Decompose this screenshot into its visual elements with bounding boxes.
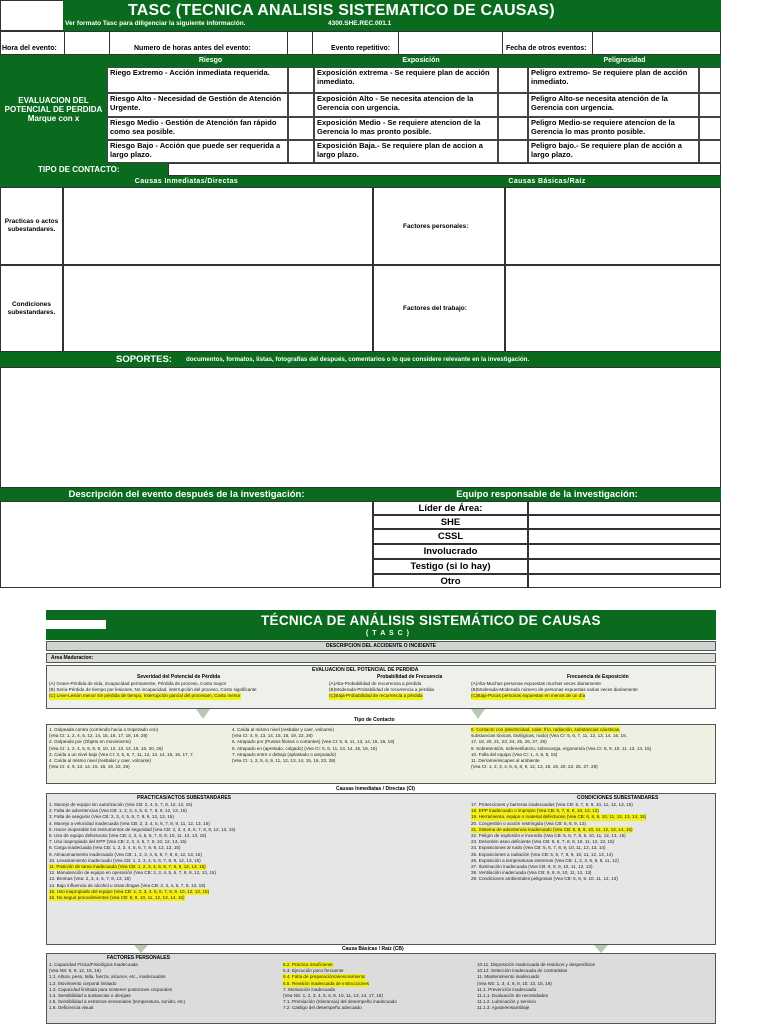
- factor-item: (Vea NS: 8, 9, 12, 15, 16): [49, 968, 101, 974]
- factor-item: 1. Capacidad Física/Fisiológica Inadecuada: [49, 962, 138, 967]
- contact-item: 3. Caída a un nivel bajo (Vea CI: 3, 5, 6, 7, 11, 12, 13, 14, 15, 16, 17, 7.: [49, 751, 194, 757]
- equipo-role-1: Líder de Área:: [373, 501, 528, 515]
- practicas-label: Practicas o actos subestandares.: [0, 187, 63, 265]
- sheet-title: TÉCNICA DE ANÁLISIS SISTEMÁTICO DE CAUSAS: [261, 613, 601, 628]
- equipo-role-2: SHE: [373, 515, 528, 529]
- arrow-down-2: [471, 709, 485, 719]
- factor-item: 11.1. Prevención inadecuada: [477, 986, 537, 992]
- contact-item: 10. Falla del equipo (Vea CI: 1, 4, 6, 8, 15): [471, 751, 558, 757]
- factor-item: 1.3. Capacidad limitada para sostener posiciones corporales: [49, 986, 173, 992]
- practica-item: 12. Manutención de equipo en operación (Vea CB: 2, 3, 4, 5, 6, 7, 8, 9, 12, 13, 15): [49, 870, 217, 876]
- peligrosidad-option-1: Peligro extremo- Se requiere plan de acción inmediato.: [528, 67, 699, 93]
- condicion-item: 26. Exposición a temperaturas extremas (Vea CB: 1, 2, 3, 6, 8, 9, 11, 12): [471, 857, 619, 863]
- factor-item: 1.1. Altura, peso, talla, fuerza, alcance, etc., inadecuados: [49, 974, 166, 980]
- fecha-otros-field[interactable]: [592, 31, 721, 55]
- sheet-fp-right: [477, 962, 715, 1012]
- practica-item: 16. No seguir procedimientos (Vea CB: 8, 9, 10, 11, 12, 13, 14, 15): [49, 895, 185, 901]
- condiciones-label: Condiciones subestandares.: [0, 265, 63, 352]
- sheet-condiciones-list: [471, 802, 715, 883]
- equipo-role-field-4[interactable]: [528, 544, 721, 559]
- sev-item: (A) Grave-Pérdida de vida, incapacidad permanente, Pérdida de proceso, Costo mayor: [49, 681, 227, 686]
- sheet-fp-header: FACTORES PERSONALES: [107, 955, 170, 961]
- sheet-area-row: Area Maduracion:: [46, 653, 716, 663]
- practica-item: 5. Hacer inoperable los instrumentos de seguridad (Vea CB: 2, 3, 4, 5, 6, 7, 8, 9, 12, 13, 15): [49, 826, 236, 832]
- peligrosidad-mark-2[interactable]: [699, 93, 721, 117]
- fecha-otros-label: Fecha de otros eventos:: [506, 45, 587, 52]
- exposicion-option-2: Exposición Alto - Se necesita atencion de la Gerencia con urgencia.: [314, 93, 498, 117]
- riesgo-option-4: Riesgo Bajo - Acción que puede ser requerida a largo plazo.: [107, 140, 288, 163]
- sheet-sev-list: [49, 681, 324, 700]
- prob-item: (B)Moderada-Probabilidad de recurrencia a pérdida: [329, 687, 434, 693]
- factor-item: 1.4. Sensibilidad a sustancias o alergias: [49, 993, 131, 999]
- exposicion-option-4: Exposición Baja.- Se requiere plan de accion a largo plazo.: [314, 140, 498, 163]
- contact-item: 8. Contacto con (electricidad, calor, frío, radiación, substancias cáusticas,: [471, 727, 621, 732]
- tasc-reference-sheet: [46, 610, 716, 1024]
- riesgo-mark-3[interactable]: [288, 117, 314, 140]
- form-subtitle: Ver formato Tasc para diligenciar la siguiente información.: [65, 20, 246, 27]
- sheet-contact-right: [471, 727, 715, 770]
- factor-item: 7.1. Premiación (tolerancia) del desempeño inadecuado: [283, 999, 397, 1005]
- frec-item: (B)Moderada-Moderado número de personas expuestas varias veces diariamente: [471, 687, 638, 693]
- equipo-role-6: Otro: [373, 574, 528, 588]
- peligrosidad-header: Peligrosidad: [528, 55, 721, 67]
- contact-item: 5. Atrapado por (Puntos filosos o cortantes) (Vea CI: 5, 6, 11, 13, 14, 15, 16, 19): [232, 739, 395, 745]
- factor-item: 7. Motivación inadecuada: [283, 986, 336, 992]
- equipo-role-field-5[interactable]: [528, 559, 721, 574]
- condicion-item: 18. EPP inadecuado o impropio (Vea CB: 5, 7, 8, 9, 10, 12, 13): [471, 808, 599, 814]
- exposicion-mark-2[interactable]: [498, 93, 528, 117]
- soportes-bar: SOPORTES: documentos, formatos, listas, fotografías del después, comentarios o lo que considere relevante en la investigación.: [0, 352, 721, 367]
- sheet-sev-header: Severidad del Potencial de Pérdida: [137, 674, 221, 680]
- hora-label: Hora del evento:: [2, 45, 57, 52]
- practica-item: 9. Almacenamiento inadecuado (Vea CB: 1, 2, 3, 4, 5, 6, 7, 8, 9, 12, 13, 15): [49, 851, 202, 857]
- factor-item: 6.2. Práctica insuficiente: [283, 962, 333, 967]
- hora-field[interactable]: [64, 31, 110, 55]
- factor-item: 1.2. Movimiento corporal limitado: [49, 980, 117, 986]
- condicion-item: 29. Condiciones ambientales peligrosas (Vea CB: 6, 8, 9, 10, 11, 12, 13): [471, 876, 618, 882]
- factores-personales-label: Factores personales:: [373, 187, 505, 265]
- contact-item: (Vea CI: 4, 9, 13, 14, 15, 16, 19, 22, 26): [232, 733, 313, 739]
- factor-item: 1.6. Deficiencia visual: [49, 1005, 94, 1011]
- condicion-item: 23. Desorden aseo deficiente (Vea CB: 5, 6, 7, 8, 9, 10, 11, 12, 13, 15): [471, 839, 615, 845]
- prob-item: (A)Alta-Probabilidad de recurrencia a pérdida: [329, 681, 422, 686]
- form-header: [63, 0, 721, 31]
- contact-item: (Vea CI: 1, 2, 3, 4, 5, 6, 8, 9, 12, 13, 18, 19, 20, 22, 25, 27, 28): [471, 764, 598, 770]
- exposicion-mark-4[interactable]: [498, 140, 528, 163]
- exposicion-mark-1[interactable]: [498, 67, 528, 93]
- equipo-role-field-1[interactable]: [528, 501, 721, 515]
- factor-item: 11.1.1. Evaluación de necesidades: [477, 993, 548, 999]
- exposicion-option-1: Exposición extrema - Se requiere plan de acción inmediato.: [314, 67, 498, 93]
- contact-item: (Vea CI: 4, 9, 13, 14, 15, 16, 19, 22, 26): [49, 764, 130, 770]
- exposicion-option-3: Exposición Medio - Se requiere atencion de la Gerencia lo mas pronto posible.: [314, 117, 498, 140]
- factores-trabajo-label: Factores del trabajo:: [373, 265, 505, 352]
- arrow-down-1: [196, 709, 210, 719]
- factores-personales-field[interactable]: [505, 187, 721, 265]
- condiciones-field[interactable]: [63, 265, 373, 352]
- tipo-contacto-bar: TIPO DE CONTACTO:: [0, 163, 168, 176]
- exposicion-mark-3[interactable]: [498, 117, 528, 140]
- factor-item: 6.5. Revisión inadecuada de instrucciones: [283, 980, 370, 986]
- sheet-frec-header: Frecuencia de Exposición: [567, 674, 629, 680]
- sheet-logo-white: [46, 620, 106, 629]
- factor-item: 7.2. Castigo del desempeño adecuado: [283, 1005, 362, 1011]
- sheet-fp-left: [49, 962, 279, 1012]
- contact-item: 7. Atrapado entre o debajo (aplastado o amputado): [232, 751, 336, 757]
- peligrosidad-mark-3[interactable]: [699, 117, 721, 140]
- practica-item: 11. Posición de tarea inadecuada (Vea CB: 1, 2, 3, 4, 5, 6, 7, 8, 9, 12, 13, 15): [49, 864, 206, 870]
- form-code: 4300.SHE.REC.001.1: [328, 20, 392, 27]
- condicion-item: 28. Ventilación inadecuada (Vea CB: 6, 8, 9, 10, 11, 12, 13): [471, 870, 592, 876]
- contact-item: 4. Caída al mismo nivel (resbalar y caer, volcarse): [49, 758, 151, 764]
- logo-box: [0, 0, 64, 31]
- practica-item: 4. Manejo a velocidad inadecuada (Vea CB: 2, 3, 4, 5, 6, 7, 8, 9, 11, 12, 13, 15): [49, 820, 210, 826]
- exposicion-header: Exposición: [314, 55, 528, 67]
- equipo-role-field-3[interactable]: [528, 529, 721, 544]
- sheet-header: [46, 610, 716, 640]
- sheet-tipo-title: Tipo de Contacto: [354, 717, 395, 723]
- contact-item: 11. Derrame/escapes al ambiente: [471, 758, 540, 764]
- sheet-prob-header: Probabilidad de Frecuencia: [377, 674, 443, 680]
- contact-item: (Vea CI: 1, 2, 5, 6, 9, 11, 12, 13, 14, 15, 16, 22, 28): [232, 758, 336, 764]
- factor-item: 10.11. Disposición inadecuada de residuos y desperdicios: [477, 962, 595, 967]
- repetitivo-label: Evento repetitivo:: [331, 45, 391, 52]
- riesgo-mark-1[interactable]: [288, 67, 314, 93]
- equipo-header: Equipo responsable de la investigación:: [373, 488, 721, 501]
- arrow-down-4: [594, 945, 608, 953]
- contact-item: 4. Caída al mismo nivel (resbalar y caer, volcarse): [232, 727, 334, 732]
- equipo-role-4: Involucrado: [373, 544, 528, 559]
- prob-item: (C)Baja-Probabilidad de recurrencia a pérdida: [329, 693, 423, 699]
- factor-item: (Vea NS: 1, 2, 3, 4, 5, 6, 8, 10, 11, 13, 14, 17, 18): [283, 993, 384, 999]
- contact-item: 6. Atrapado en (apretado, colgado) (Vea CI: 5, 6, 11, 13, 14, 15, 16, 19): [232, 745, 377, 751]
- condicion-item: 17. Protecciones y barreras inadecuadas (Vea CB: 5, 7, 8, 9, 10, 11, 12, 13, 15): [471, 802, 633, 807]
- descripcion-header: Descripción del evento después de la investigación:: [0, 488, 373, 501]
- peligrosidad-option-4: Peligro bajo.- Se requiere plan de acción a largo plazo.: [528, 140, 699, 163]
- factor-item: 6.4. Falta de preparación/asesoramiento: [283, 974, 366, 980]
- equipo-role-3: CSSL: [373, 529, 528, 544]
- arrow-down-3: [134, 945, 148, 953]
- practica-item: 13. Bromas (Vea: 2, 3, 4, 5, 7, 8, 13, 15): [49, 876, 131, 882]
- riesgo-header: Riesgo: [107, 55, 314, 67]
- sheet-ci-box: [46, 793, 716, 945]
- peligrosidad-option-2: Peligro Alto-se necesita atención de la Gerencia con urgencia.: [528, 93, 699, 117]
- condicion-item: 20. Congestión o acción restringida (Vea CB: 6, 8, 9, 13): [471, 820, 586, 826]
- practica-item: 14. Bajo influencia de alcohol u otras drogas (Vea CB: 2, 3, 4, 5, 7, 8, 13, 15): [49, 882, 206, 888]
- contact-item: 9. Sobretensión, sobreesfuerzo, sobrecarga, ergonomía (Vea CI: 8, 9, 10, 11, 13, 14, 15): [471, 745, 652, 751]
- sheet-practicas-header: PRACTICAS/ACTOS SUBESTANDARES: [137, 795, 231, 801]
- sheet-ci-title: Causas Inmediatas / Directas (CI): [336, 786, 415, 792]
- tipo-contacto-field[interactable]: [168, 163, 721, 176]
- form-title: TASC (TECNICA ANALISIS SISTEMATICO DE CAUSAS): [128, 2, 555, 19]
- factor-item: 11. Mantenimiento inadecuado: [477, 974, 540, 980]
- frec-item: (A)Alta-Muchas personas expuestas muchas veces diariamente: [471, 681, 601, 686]
- sheet-contact-middle: [232, 727, 467, 764]
- sheet-contact-left: [49, 727, 229, 770]
- contact-item: 17, 18, 20, 21, 23, 24, 25, 26, 27, 28): [471, 739, 547, 745]
- riesgo-mark-2[interactable]: [288, 93, 314, 117]
- descripcion-field[interactable]: [0, 501, 373, 588]
- contact-item: (Vea CI: 1, 2, 4, 5, 12, 14, 15, 16, 17, 18, 19, 28): [49, 733, 148, 739]
- contact-item: 1. Golpeada contra (corriendo hacia o tropezado con): [49, 727, 159, 732]
- practica-item: 2. Falta de advertencias (Vea CB: 1, 2, 3, 4, 5, 6, 7, 8, 9, 12, 13, 15): [49, 808, 187, 814]
- condicion-item: 24. Exposiciones al ruido (Vea CB: 5, 6, 7, 8, 9, 10, 11, 12, 13, 14): [471, 845, 606, 851]
- riesgo-option-3: Riesgo Medio - Gestión de Atención fan rápido como sea posible.: [107, 117, 288, 140]
- causas-inmediatas-header: Causas Inmediatas/Directas: [0, 176, 373, 187]
- factores-trabajo-field[interactable]: [505, 265, 721, 352]
- factor-item: 6.3. Ejecución poco frecuente: [283, 968, 344, 974]
- sheet-contact-box: [46, 724, 716, 784]
- contact-item: 2. Golpeado por (Objeto en movimiento): [49, 739, 131, 745]
- sheet-frec-list: [471, 681, 715, 700]
- sheet-cb-title: Causa Básicas / Raíz (CB): [342, 946, 404, 952]
- sev-item: (B) Seria-Pérdida de tiempo por lesiones, No incapacidad, interrupción del proceso, Costo significante: [49, 687, 257, 693]
- sheet-subtitle: ( T A S C ): [366, 630, 410, 637]
- causas-basicas-header: Causas Básicas/Raíz: [373, 176, 721, 187]
- peligrosidad-option-3: Peligro Medio-se requiere atencion de la Gerencia lo mas pronto posible.: [528, 117, 699, 140]
- practica-item: 8. Carga inadecuada (Vea CB: 1, 2, 3, 4, 5, 6, 7, 8, 9, 12, 13, 15): [49, 845, 181, 851]
- evaluacion-label: EVALUACION DEL POTENCIAL DE PERDIDA Marque con x: [0, 55, 107, 163]
- condicion-item: 27. Iluminación inadecuada (Vea CB: 6, 8, 9, 10, 11, 12, 13): [471, 864, 593, 870]
- practicas-field[interactable]: [63, 187, 373, 265]
- riesgo-option-1: Riego Extremo - Acción inmediata requerida.: [107, 67, 288, 93]
- contact-item: substancias tóxicas, biológicas, ruido) (Vea CI: 5, 6, 7, 11, 12, 13, 14, 15, 16,: [471, 733, 627, 739]
- condicion-item: 19. Herramienta, equipo o material defectuoso (Vea CB: 6, 8, 9, 10, 11, 12, 13, 14, 15): [471, 814, 647, 820]
- practica-item: 10. Levantamiento inadecuado (Vea CB: 1, 2, 3, 4, 5, 6, 7, 8, 9, 12, 13, 15): [49, 857, 201, 863]
- riesgo-mark-4[interactable]: [288, 140, 314, 163]
- sheet-desc-header: DESCRIPCION DEL ACCIDENTE O INCIDENTE: [46, 641, 716, 651]
- practica-item: 6. Uso de equipo defectuoso (Vea CB: 2, 3, 4, 5, 6, 7, 8, 9, 10, 11, 12, 13, 15): [49, 833, 207, 839]
- soportes-field[interactable]: [0, 367, 721, 488]
- frec-item: (C)Baja-Pocas personas expuestas en menos de un día: [471, 693, 586, 699]
- peligrosidad-mark-1[interactable]: [699, 67, 721, 93]
- sheet-practicas-list: [49, 802, 469, 901]
- practica-item: 1. Manejo de equipo sin autorización (Vea CB: 2, 4, 5, 7, 8, 12, 13, 15): [49, 802, 193, 807]
- sev-item: (C) Leve-Lesión menor sin pérdida de tiempo, Interrupción parcial del procesam, Costo menor: [49, 693, 241, 699]
- riesgo-option-2: Riesgo Alto - Necesidad de Gestión de Atención Urgente.: [107, 93, 288, 117]
- sheet-eval-title: EVALUACION DEL POTENCIAL DE PERDIDA: [312, 667, 419, 673]
- sheet-condiciones-header: CONDICIONES SUBESTANDARES: [577, 795, 659, 801]
- sheet-prob-list: [329, 681, 469, 700]
- contact-item: (Vea CI: 1, 2, 4, 5, 6, 8, 9, 10, 12, 13, 14, 15, 16, 20, 26): [49, 745, 163, 751]
- practica-item: 3. Falta de asegurar (Vea CB: 2, 3, 4, 5, 6, 7, 8, 9, 12, 13, 15): [49, 814, 174, 820]
- equipo-role-field-2[interactable]: [528, 515, 721, 529]
- factor-item: 11.1.3. Ajuste/ensamblaje: [477, 1005, 530, 1011]
- numero-horas-label: Numero de horas antes del evento:: [134, 45, 251, 52]
- condicion-item: 25. Exposiciones a radiación (Vea CB: 5, 6, 7, 8, 9, 10, 11, 12, 13, 14): [471, 851, 613, 857]
- factor-item: 1.5. Sensibilidad a extremos sensoriales (temperatura, sonido, etc): [49, 999, 186, 1005]
- condicion-item: 22. Peligro de explosión e incendio (Vea CB: 5, 6, 7, 8, 9, 10, 11, 12, 13, 15): [471, 833, 626, 839]
- repetitivo-field[interactable]: [398, 31, 503, 55]
- equipo-role-field-6[interactable]: [528, 574, 721, 588]
- sheet-fp-middle: [283, 962, 473, 1012]
- peligrosidad-mark-4[interactable]: [699, 140, 721, 163]
- factor-item: (Vea NS: 1, 3, 4, 6, 8, 10, 13, 15, 16): [477, 980, 552, 986]
- practica-item: 15. Uso inapropiado del equipo (Vea CB: 1, 2, 3, 4, 5, 6, 7, 8, 9, 10, 12, 13, 15): [49, 888, 210, 894]
- factor-item: 10.12. Selección inadecuada de contratistas: [477, 968, 568, 974]
- practica-item: 7. Uso inapropiado del EPP (Vea CB: 2, 3, 4, 5, 7, 8, 10, 12, 13, 15): [49, 839, 187, 845]
- sheet-eval-box: [46, 665, 716, 709]
- sheet-cb-box: [46, 953, 716, 1024]
- condicion-item: 21. Sistema de advertencia inadecuado (Vea CB: 6, 8, 9, 10, 11, 12, 13, 14, 15): [471, 826, 633, 832]
- numero-horas-field[interactable]: [287, 31, 313, 55]
- equipo-role-5: Testigo (si lo hay): [373, 559, 528, 574]
- factor-item: 11.1.2. Lubricación y servicio: [477, 999, 536, 1005]
